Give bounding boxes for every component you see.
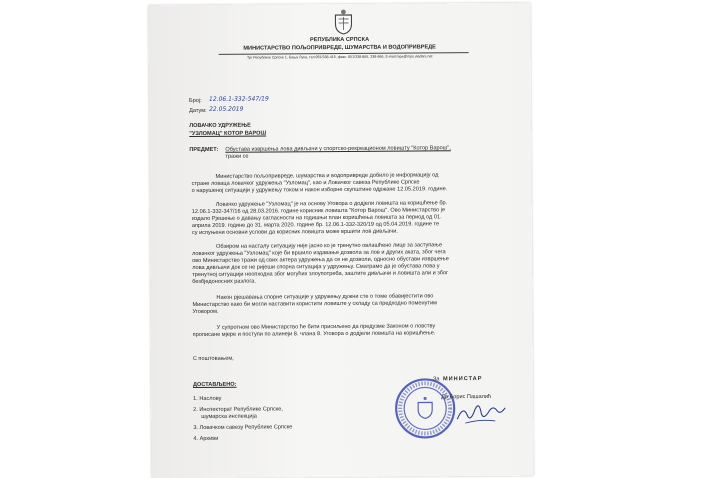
- ministry-name: МИНИСТАРСТВО ПОЉОПРИВРЕДЕ, ШУМАРСТВА И ВОДОПРИВРЕДЕ: [243, 44, 436, 52]
- recipient-line1: ЛОВАЧКО УДРУЖЕЊЕ: [189, 122, 251, 130]
- body-line: Министарство пољопривреде, шумарства и водопривреде добило је информацију од: [215, 172, 439, 180]
- delivered-item: 3. Ловачком савезу Републике Српске: [193, 424, 293, 432]
- broj-value: 12.06.1-332-547/19: [208, 95, 269, 103]
- body-line: Уговором.: [192, 308, 219, 316]
- body-line: издало Рјешење о давању сагласности на годишњи план коришћења ловишта за период од 01.: [191, 214, 442, 223]
- body-line: Обзиром на насталу ситуацију није јасно ко је тренутно овлашћено лице за заступање: [216, 242, 443, 250]
- delivered-title: ДОСТАВЉЕНО:: [192, 381, 237, 389]
- body-line: 12.06.1-332-347/16 од 28.03.2016. године корисник ловишта "Котор Варош". Ово Министарство је: [191, 207, 446, 216]
- body-line: тренутној ситуацији неопходна због могућих злоупотреба, заштите дивљачи и ловишта али и због: [192, 270, 449, 279]
- body-line: Након рјешавања спорне ситуације у удружењу дужни сте о томе обавијестити ово: [216, 293, 434, 301]
- body-line: Министарство како би могли наставити користити ловиште у складу са предходно поменутим: [192, 300, 437, 309]
- ministry-address: Трг Републике Српске 1, Бања Лука, тел:051/338-415, факс: 051/338-865, 338-866, E-mail:mps@mps.vladars.net: [246, 54, 433, 60]
- body-line: стране ловаца ловачког удружења "Узломац", као и Ловачког савеза Републике Српске: [191, 179, 420, 188]
- signature-name: Др Борис Пашалић: [441, 393, 492, 401]
- body-line: о нарушеној ситуацији у удружењу током и након изборне скупштине одржане 12.05.2019. године.: [191, 186, 448, 195]
- handwritten-signature-icon: [451, 401, 511, 427]
- closing: С поштовањем,: [192, 355, 234, 363]
- republic-name: РЕПУБЛИКА СРПСКА: [310, 36, 370, 44]
- delivered-item: 4. Архиви: [193, 435, 219, 443]
- datum-label: Датум:: [189, 107, 207, 115]
- subject-line2: тражи се: [225, 153, 249, 160]
- signature-title: МИНИСТАР: [442, 376, 483, 383]
- body-line: Ловачко удружење "Узломац" је на основу Уговора о додјели ловишта на коришћење бр.: [215, 200, 448, 208]
- signature-prefix: За: [432, 376, 440, 383]
- body-line: априла 2019. године до 31. марта 2020. године бр. 12.06.1-332-320/19 од 05.04.2019. године те: [191, 221, 440, 230]
- letter-page: [148, 3, 533, 478]
- body-line: лова дивљачи док се не ријеши спорна ситуација у удружењу. Сматрамо да је обустава лова у: [192, 263, 440, 272]
- broj-label: Број:: [189, 97, 202, 105]
- body-line: прописане мјере и поступи по алинеји 8. члана 8. Уговора о додјели ловишта на коришћење.: [192, 330, 436, 339]
- body-line: У супротном ово Министарство ће бити присиљено да предузме Законом о ловству: [216, 323, 436, 331]
- delivered-item: 2. Инспекторат Републике Српске,: [193, 406, 283, 414]
- body-line: су испуњени основни услови да корисник ловишта може вршити лов дивљачи.: [191, 228, 398, 237]
- official-stamp-icon: [393, 376, 457, 440]
- body-line: ловачког удружења "Узломац" које би вршило издавање дозвола за лов и других аката, због чега: [192, 249, 446, 258]
- body-line: ово Министарство тражи од свих актера удружења да се не дозволи, односно обустави извршење: [192, 256, 449, 265]
- delivered-item: 1. Наслову: [193, 395, 222, 403]
- recipient-line2: "УЗЛОМАЦ" КОТОР ВАРОШ: [189, 130, 267, 138]
- body-line: безбједоносних разлога.: [192, 278, 256, 286]
- subject-line1: Обустава извршења лова дивљачи у спортско-рекреационом ловишту "Котор Варош",: [225, 145, 451, 153]
- delivered-item: шумарска инспекција: [201, 413, 257, 420]
- subject-label: ПРЕДМЕТ:: [189, 146, 219, 154]
- datum-value: 22.05.2019: [209, 105, 244, 113]
- coat-of-arms-icon: [330, 8, 356, 35]
